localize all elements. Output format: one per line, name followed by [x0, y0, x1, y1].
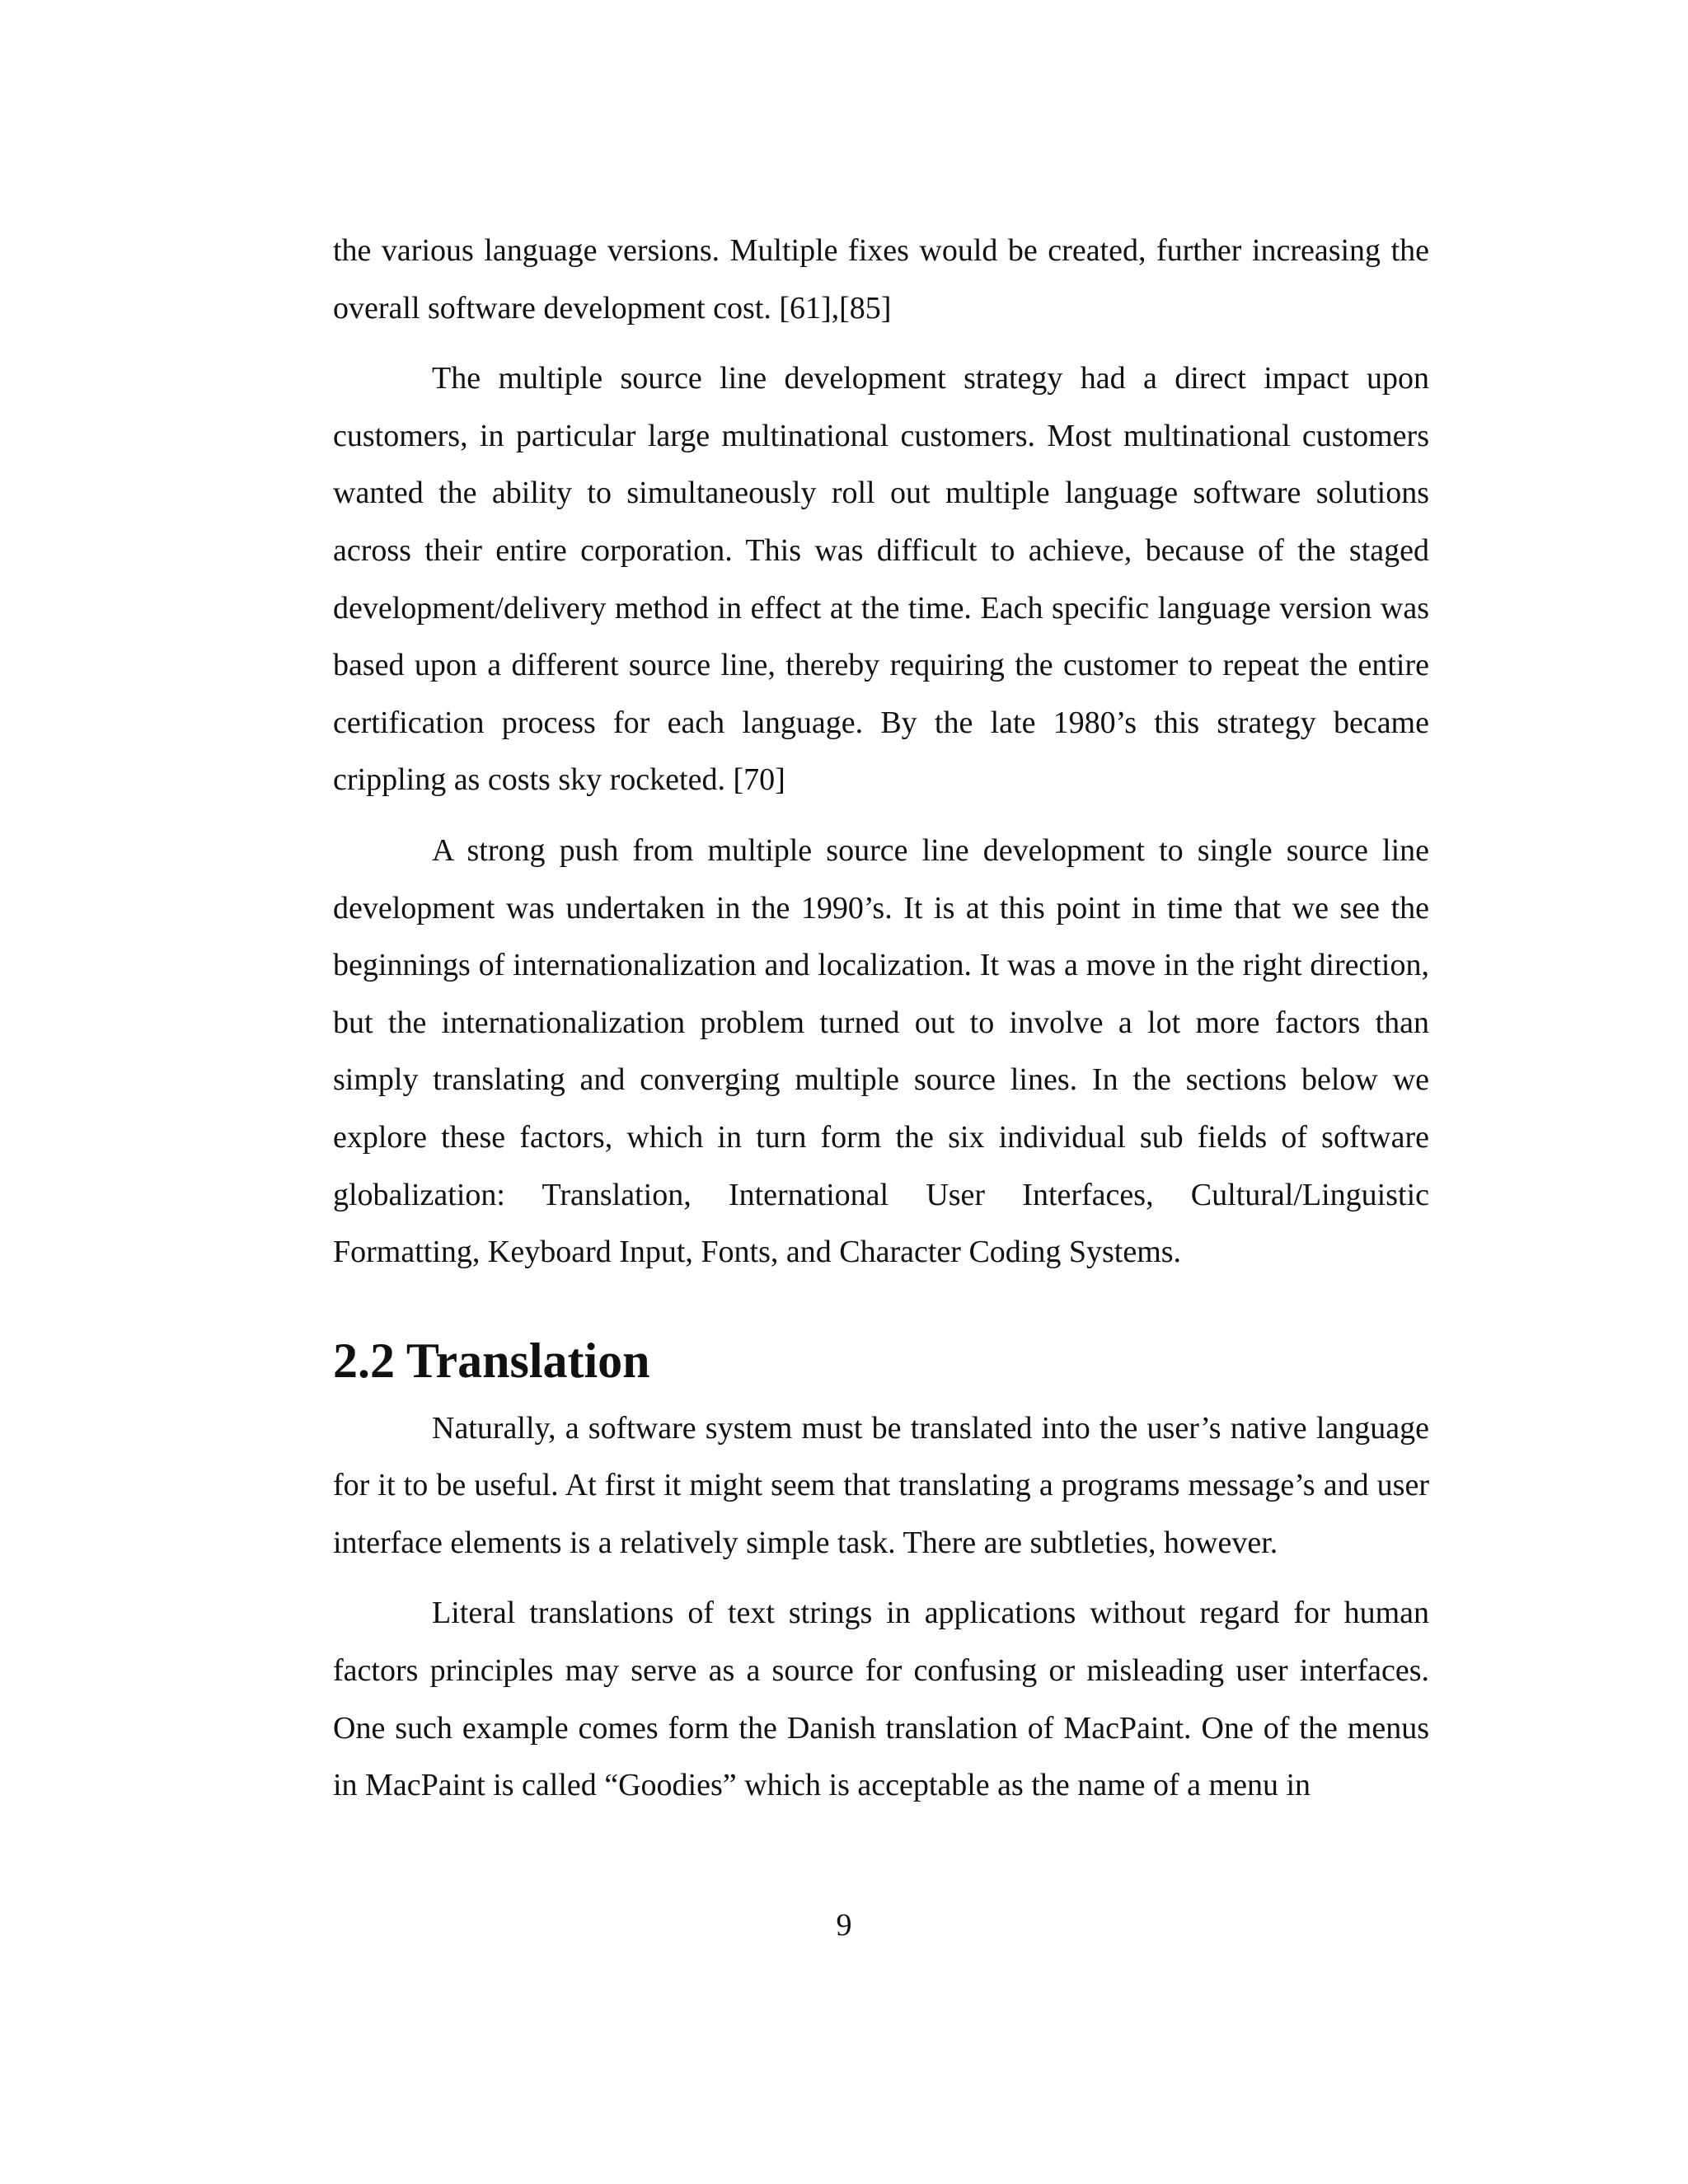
paragraph-continuation: the various language versions. Multiple fixes would be created, further increasing the overall software development cost. [61],[85]	[333, 233, 1429, 326]
paragraph-single-source-line: A strong push from multiple source line development to single source line development was undertaken in the 1990’s. It is at this point in time that we see the beginnings of internationalization and localization. It was a move in the right direction, but the internationalization problem turned out to involve a lot more factors than simply translating and converging multiple source lines. In the sections below we explore these factors, which in turn form the six individual sub fields of software globalization: Translation, International User Interfaces, Cultural/Linguistic Formatting, Keyboard Input, Fonts, and Character Coding Systems.	[333, 832, 1429, 1270]
section-heading-translation: 2.2 Translation	[333, 1333, 650, 1388]
paragraph-translation-intro: Naturally, a software system must be translated into the user’s native language for it to be useful. At first it might seem that translating a programs message’s and user interface elements is a relatively simple task. There are subtleties, however.	[333, 1410, 1429, 1560]
page-number: 9	[836, 1908, 852, 1943]
body-text	[333, 223, 1429, 1828]
paragraph-multiple-source-line: The multiple source line development strategy had a direct impact upon customers, in particular large multinational customers. Most multinational customers wanted the ability to simultaneously roll out multiple language software solutions across their entire corporation. This was difficult to achieve, because of the staged development/delivery method in effect at the time. Each specific language version was based upon a different source line, thereby requiring the customer to repeat the entire certification process for each language. By the late 1980’s this strategy became crippling as costs sky rocketed. [70]	[333, 361, 1429, 798]
paragraph-literal-translations: Literal translations of text strings in applications without regard for human factors principles may serve as a source for confusing or misleading user interfaces. One such example comes form the Danish translation of MacPaint. One of the menus in MacPaint is called “Goodies” which is acceptable as the name of a menu in	[333, 1596, 1429, 1803]
